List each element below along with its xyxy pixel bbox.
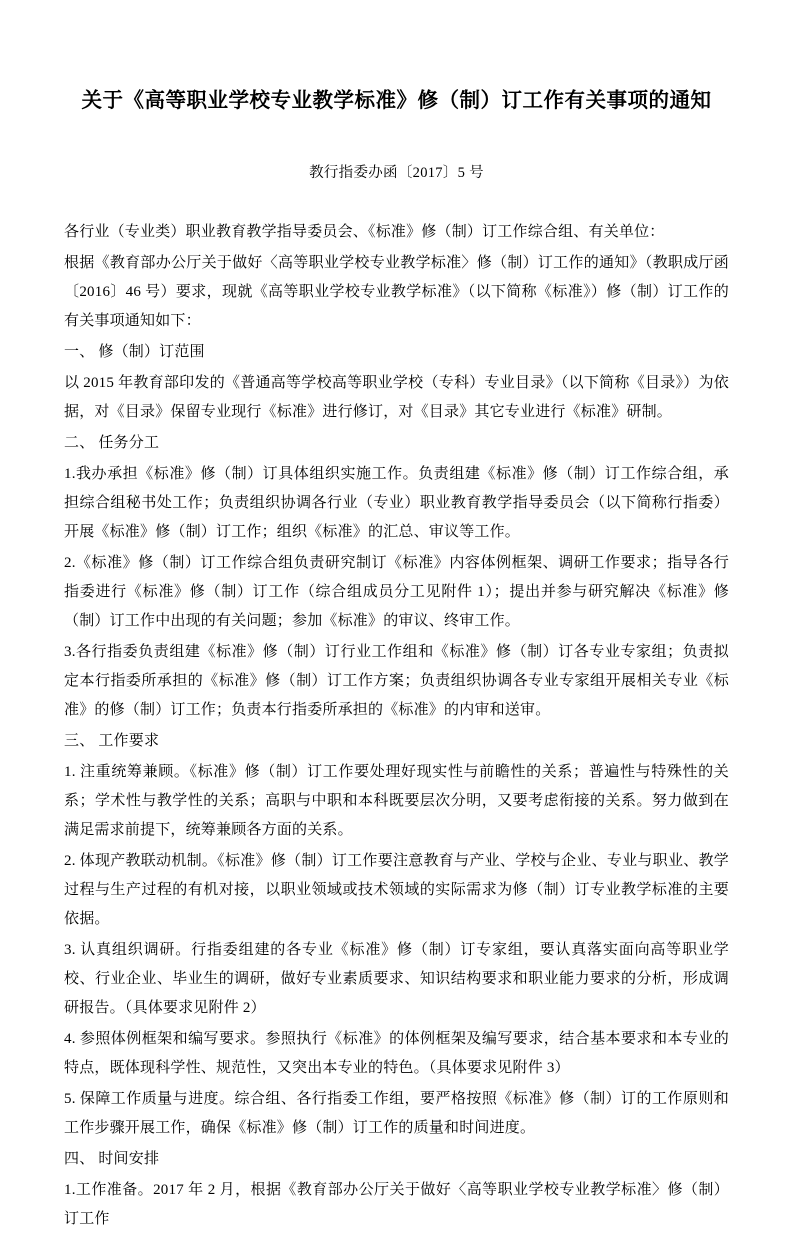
section-heading: 四、 时间安排: [64, 1150, 160, 1167]
page-title: 关于《高等职业学校专业教学标准》修（制）订工作有关事项的通知: [81, 89, 712, 112]
paragraph: 2.《标准》修（制）订工作综合组负责研究制订《标准》内容体例框架、调研工作要求；指导各行指委进行《标准》修（制）订工作（综合组成员分工见附件 1）；提出并参与研究解决《标准》修（制）订工作中出现的有关问题；参加《标准》的审议、终审工作。: [64, 554, 729, 629]
paragraph: 1.我办承担《标准》修（制）订具体组织实施工作。负责组建《标准》修（制）订工作综合组，承担综合组秘书处工作；负责组织协调各行业（专业）职业教育教学指导委员会（以下简称行指委）开展《标准》修（制）订工作；组织《标准》的汇总、审议等工作。: [64, 465, 729, 540]
paragraph: 1. 注重统筹兼顾。《标准》修（制）订工作要处理好现实性与前瞻性的关系；普遍性与特殊性的关系；学术性与教学性的关系；高职与中职和本科既要层次分明，又要考虑衔接的关系。努力做到在满足需求前提下，统筹兼顾各方面的关系。: [64, 763, 729, 838]
section-heading: 一、 修（制）订范围: [64, 343, 205, 360]
paragraph: 以 2015 年教育部印发的《普通高等学校高等职业学校（专科）专业目录》（以下简称《目录》）为依据，对《目录》保留专业现行《标准》进行修订，对《目录》其它专业进行《标准》研制。: [64, 374, 729, 420]
paragraph: 各行业（专业类）职业教育教学指导委员会、《标准》修（制）订工作综合组、有关单位：: [64, 223, 665, 240]
document-number: 教行指委办函〔2017〕5 号: [309, 164, 484, 181]
document-body: [64, 218, 729, 1234]
section-heading: 三、 工作要求: [64, 732, 160, 749]
paragraph: 3.各行指委负责组建《标准》修（制）订行业工作组和《标准》修（制）订各专业专家组；负责拟定本行指委所承担的《标准》修（制）订工作方案；负责组织协调各专业专家组开展相关专业《标准》的修（制）订工作；负责本行指委所承担的《标准》的内审和送审。: [64, 643, 729, 718]
section-heading: 二、 任务分工: [64, 434, 160, 451]
paragraph: 根据《教育部办公厅关于做好〈高等职业学校专业教学标准〉修（制）订工作的通知》（教职成厅函〔2016〕46 号）要求，现就《高等职业学校专业教学标准》（以下简称《标准》）修（制）订工作的有关事项通知如下：: [64, 254, 729, 329]
paragraph: 1.工作准备。2017 年 2 月，根据《教育部办公厅关于做好〈高等职业学校专业教学标准〉修（制）订工作: [64, 1181, 729, 1227]
paragraph: 3. 认真组织调研。行指委组建的各专业《标准》修（制）订专家组，要认真落实面向高等职业学校、行业企业、毕业生的调研，做好专业素质要求、知识结构要求和职业能力要求的分析，形成调研报告。（具体要求见附件 2）: [64, 941, 729, 1016]
paragraph: 4. 参照体例框架和编写要求。参照执行《标准》的体例框架及编写要求，结合基本要求和本专业的特点，既体现科学性、规范性，又突出本专业的特色。（具体要求见附件 3）: [64, 1030, 729, 1076]
paragraph: 2. 体现产教联动机制。《标准》修（制）订工作要注意教育与产业、学校与企业、专业与职业、教学过程与生产过程的有机对接，以职业领域或技术领域的实际需求为修（制）订专业教学标准的主要依据。: [64, 852, 729, 927]
paragraph: 5. 保障工作质量与进度。综合组、各行指委工作组，要严格按照《标准》修（制）订的工作原则和工作步骤开展工作，确保《标准》修（制）订工作的质量和时间进度。: [64, 1090, 729, 1136]
